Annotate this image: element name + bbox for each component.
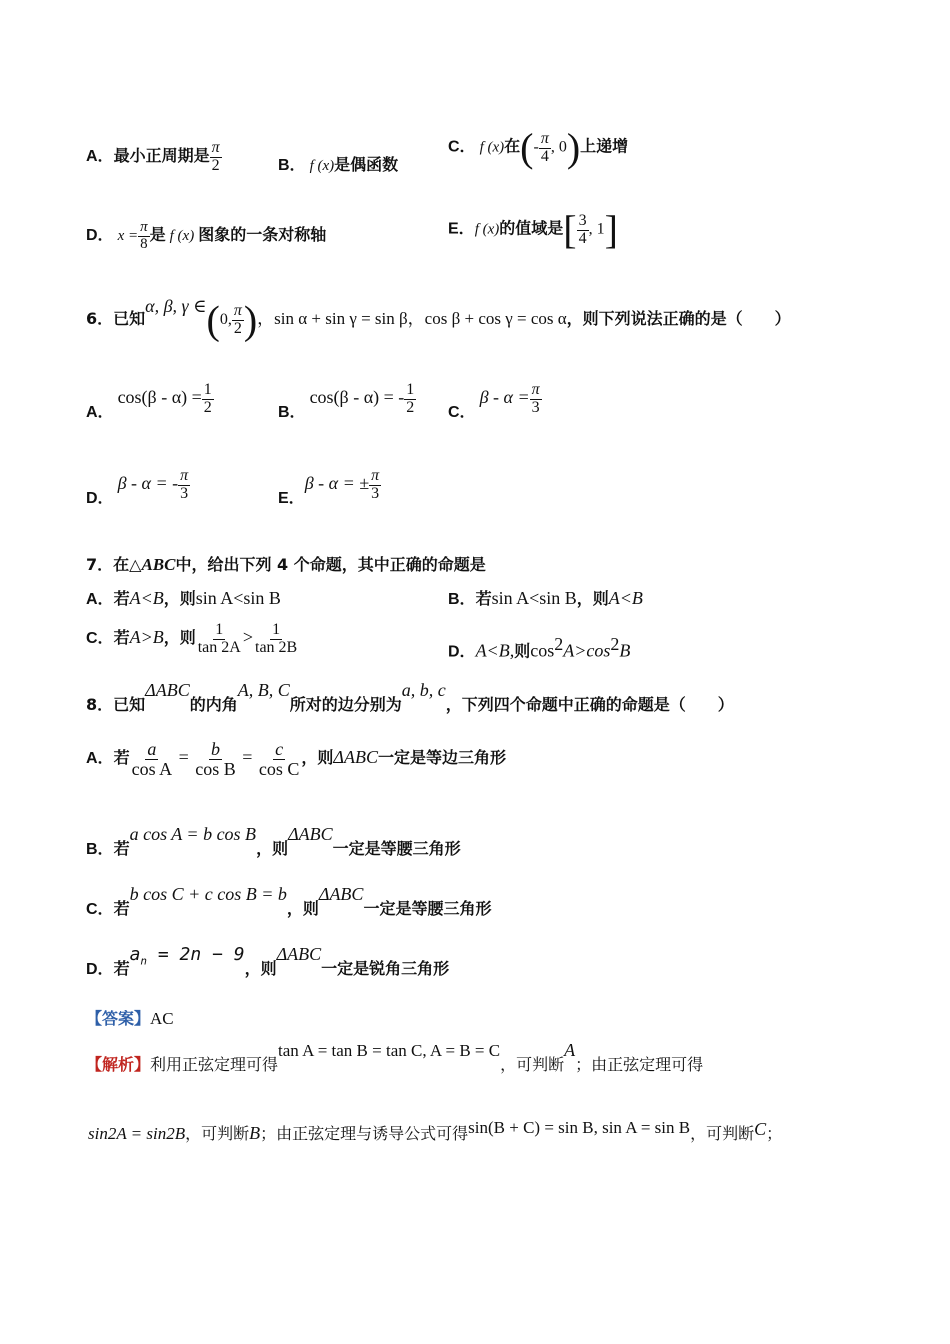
q5-option-a — [86, 140, 222, 175]
option-text: 图象的一条对称轴 — [198, 224, 327, 244]
option-label: D． — [86, 961, 114, 978]
option-label: D． — [448, 643, 476, 661]
q8-option-a: A．若 $\frac{a}{\text{cos A}}$ = $\frac{b}{\text{cos B}}$ = $\frac{c}{\text{cos C}}$ ，则ΔABC一定是等边三角形 — [86, 739, 506, 779]
fraction: $\frac{3}{4}$ — [578, 211, 587, 247]
math-expr: f (x) — [474, 221, 500, 238]
fraction: $\frac{\pi}{2}$ — [211, 139, 220, 174]
fraction: $\frac{1}{2}$ — [406, 381, 415, 416]
question-number: 6．已知 — [86, 309, 146, 328]
option-label: B． — [448, 591, 476, 608]
question-number: 7．在△ — [86, 555, 142, 574]
option-label: A． — [86, 591, 114, 608]
q6-option-e: E．β - α = ± $\frac{\pi}{3}$ — [278, 467, 380, 507]
q8-option-c: C．若b cos C + c cos B = b，则ΔABC一定是等腰三角形 — [86, 884, 492, 918]
q8-option-d: D．若$a_n = 2n - 9$，则ΔABC一定是锐角三角形 — [86, 944, 450, 978]
fraction: $\frac{\pi}{4}$ — [540, 129, 549, 165]
math-expr: f (x) — [169, 227, 195, 244]
q7-option-d: D．A<B,则$\cos^2A>\cos^2B$ — [448, 634, 631, 661]
option-label: A． — [86, 147, 114, 165]
q6-option-a: A． cos(β - α) = $\frac{1}{2}$ — [86, 381, 212, 421]
q7-option-a: A．若A<B，则sin A<sin B — [86, 588, 281, 608]
fraction: $\frac{\pi}{8}$ — [140, 219, 148, 252]
q8-stem: 8．已知ΔABC的内角A, B, C所对的边分别为a, b, c，下列四个命题中正确的命题是（ ） — [86, 680, 734, 714]
q5-option-d: D． x = $\frac{\pi}{8}$ 是 f (x) 图象的一条对称轴 — [86, 219, 327, 252]
q7-option-b: B．若sin A<sin B，则A<B — [448, 588, 643, 608]
q6-option-d: D． β - α = - $\frac{\pi}{3}$ — [86, 467, 189, 507]
math-expr: f (x) — [479, 139, 505, 156]
answer-tag: 【答案】 — [86, 1009, 151, 1028]
option-label: E． — [448, 220, 475, 238]
fraction: $\frac{c}{\text{cos C}}$ — [258, 739, 300, 779]
q5-option-e: E．f (x)的值域是[ $\frac{3}{4}$ , 1] — [448, 207, 618, 252]
fraction: $\frac{1}{\tan 2B}$ — [255, 621, 298, 656]
fraction: $\frac{1}{2}$ — [203, 381, 212, 416]
fraction: $\frac{a}{\text{cos A}}$ — [131, 739, 173, 779]
analysis-line-1: 【解析】利用正弦定理可得tan A = tan B = tan C, A = B = C，可判断A；由正弦定理可得 — [86, 1040, 704, 1074]
analysis-line-2: sin2A = sin2B，可判断B；由正弦定理与诱导公式可得sin(B + C) = sin B, sin A = sin B，可判断C； — [88, 1118, 783, 1143]
option-label: C． — [86, 629, 114, 647]
option-label: B． — [86, 841, 114, 858]
analysis-tag: 【解析】 — [86, 1055, 151, 1074]
option-label: C． — [86, 901, 114, 918]
q5-option-c: C． f (x)在(- $\frac{\pi}{4}$ , 0)上递增 — [448, 125, 629, 170]
q7-option-c: C．若A>B，则 $\frac{1}{\tan 2A}$ > $\frac{1}{\tan 2B}$ — [86, 621, 298, 656]
fraction: $\frac{\pi}{3}$ — [371, 467, 380, 502]
fraction: $\frac{\pi}{3}$ — [180, 467, 189, 502]
q8-option-b: B．若a cos A = b cos B，则ΔABC一定是等腰三角形 — [86, 824, 461, 858]
question-number: 8．已知 — [86, 695, 146, 714]
right-paren: ) — [566, 125, 581, 170]
fraction: $\frac{\pi}{2}$ — [233, 302, 242, 337]
option-label: D． — [86, 226, 114, 244]
option-text: 是偶函数 — [334, 155, 399, 174]
right-bracket: ] — [604, 207, 618, 252]
fraction: $\frac{b}{\text{cos B}}$ — [195, 739, 236, 779]
option-label: B． — [278, 403, 306, 421]
option-label: A． — [86, 403, 114, 421]
q6-stem: 6．已知α, β, γ ∈(0, $\frac{\pi}{2}$ )，sin α + sin γ = sin β，cos β + cos γ = cos α，则下列说法正确的是（ ） — [86, 296, 791, 343]
q5-option-b — [278, 152, 398, 175]
fraction: $\frac{\pi}{3}$ — [531, 381, 540, 416]
left-bracket: [ — [563, 207, 577, 252]
option-text: 的值域是 — [499, 218, 564, 238]
math-expr: f (x) — [309, 158, 335, 174]
option-label: B． — [278, 157, 306, 174]
answer-line — [86, 1006, 174, 1029]
left-paren: ( — [520, 125, 534, 170]
q6-option-c: C． β - α = $\frac{\pi}{3}$ — [448, 381, 540, 421]
option-label: D． — [86, 489, 114, 507]
option-label: A． — [86, 750, 114, 768]
option-label: E． — [278, 489, 305, 507]
option-text: 最小正周期是 — [113, 145, 210, 165]
q7-stem: 7．在△ABC中，给出下列 4 个命题，其中正确的命题是 — [86, 555, 486, 574]
math-expr: $a_n = 2n - 9$ — [129, 944, 245, 968]
answer-value: AC — [150, 1009, 174, 1028]
fraction: $\frac{1}{\tan 2A}$ — [197, 621, 241, 656]
option-label: C． — [448, 403, 476, 421]
option-label: C． — [448, 138, 476, 156]
q6-option-b: B． cos(β - α) = - $\frac{1}{2}$ — [278, 381, 415, 421]
